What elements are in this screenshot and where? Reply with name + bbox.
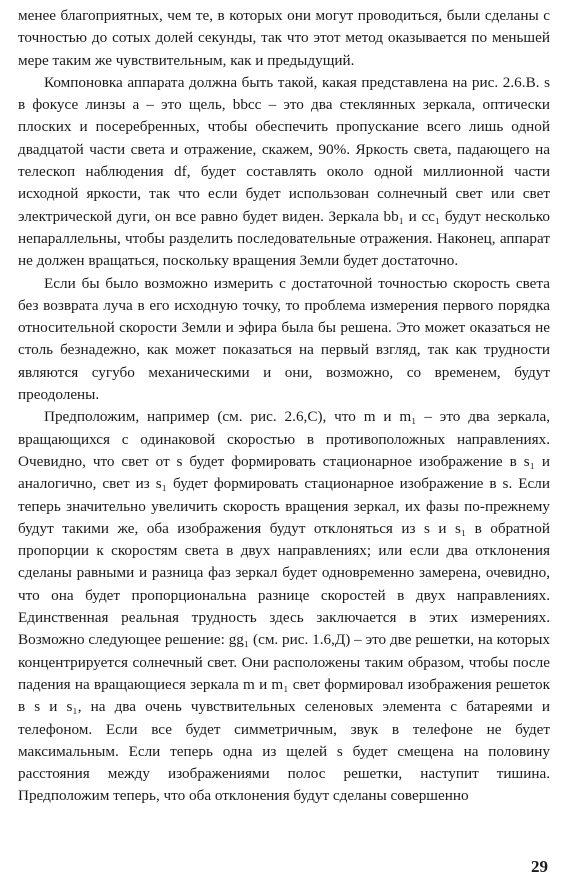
paragraph-light-speed-measurement: Если бы было возможно измерить с достаточной точностью скорость света без возврата луча в его исходную точку, то проблема измерения первого порядка относительной скорости Земли и эфира была бы решена. Это может оказаться не столь безнадежно, как может показаться на первый взгляд, так как трудности являются сугубо механическими и они, возможно, со временем, будут преодолены. [18,274,550,404]
paragraph-continuation: менее благоприятных, чем те, в которых они могут проводиться, были сделаны с точностью до сотых долей секунды, так что этот метод оказывается по меньшей мере таким же чувствительным, как и предыдущий. [18,7,550,69]
paragraph-apparatus-layout: Компоновка аппарата должна быть такой, какая представлена на рис. 2.6.В. s в фокусе линзы a – это щель, bbcc – это два стеклянных зеркала, оптически плоских и посеребренных, чтобы обеспечить пропускание всего лишь одной двадцатой части света и отражение, скажем, 90%. Яркость света, падающего на телескоп наблюдения df, будет составлять около одной миллионной части исходной яркости, так что если будет использован солнечный свет или свет электрической дуги, он все равно будет виден. Зеркала bb₁ и cc₁ будут несколько непараллельны, чтобы разделить последовательные отражения. Наконец, аппарат не должен вращаться, поскольку вращения Земли будет достаточно. [18,73,550,270]
paragraph-rotating-mirrors: Предположим, например (см. рис. 2.6,С), что m и m₁ – это два зеркала, вращающихся с одинаковой скоростью в противоположных направлениях. Очевидно, что свет от s будет формировать стационарное изображение в s₁ и аналогично, свет из s₁ будет формировать стационарное изображение в s. Если теперь значительно увеличить скорость вращения зеркал, их фазы по-прежнему будут такими же, оба изображения будут отклоняться из s и s₁ в обратной пропорции к скоростям света в двух направлениях; или если два отклонения сделаны равными и разница фаз зеркал будет одновременно замерена, очевидно, что она будет пропорциональна разнице скоростей в двух направлениях. Единственная реальная трудность здесь заключается в этих измерениях. Возможно следующее решение: gg₁ (см. рис. 1.6,Д) – это две решетки, на которых концентрируется солнечный свет. Они расположены таким образом, чтобы после падения на вращающиеся зеркала m и m₁ свет формировал изображения решеток в s и s₁, на два очень чувствительных селеновых элемента с батареями и телефоном. Если все будет симметричным, звук в телефоне не будет максимальным. Если теперь одна из щелей s будет смещена на половину расстояния между изображениями полос решетки, наступит тишина. Предположим теперь, что оба отклонения будут сделаны совершенно [18,408,550,805]
page-number: 29 [531,857,548,876]
